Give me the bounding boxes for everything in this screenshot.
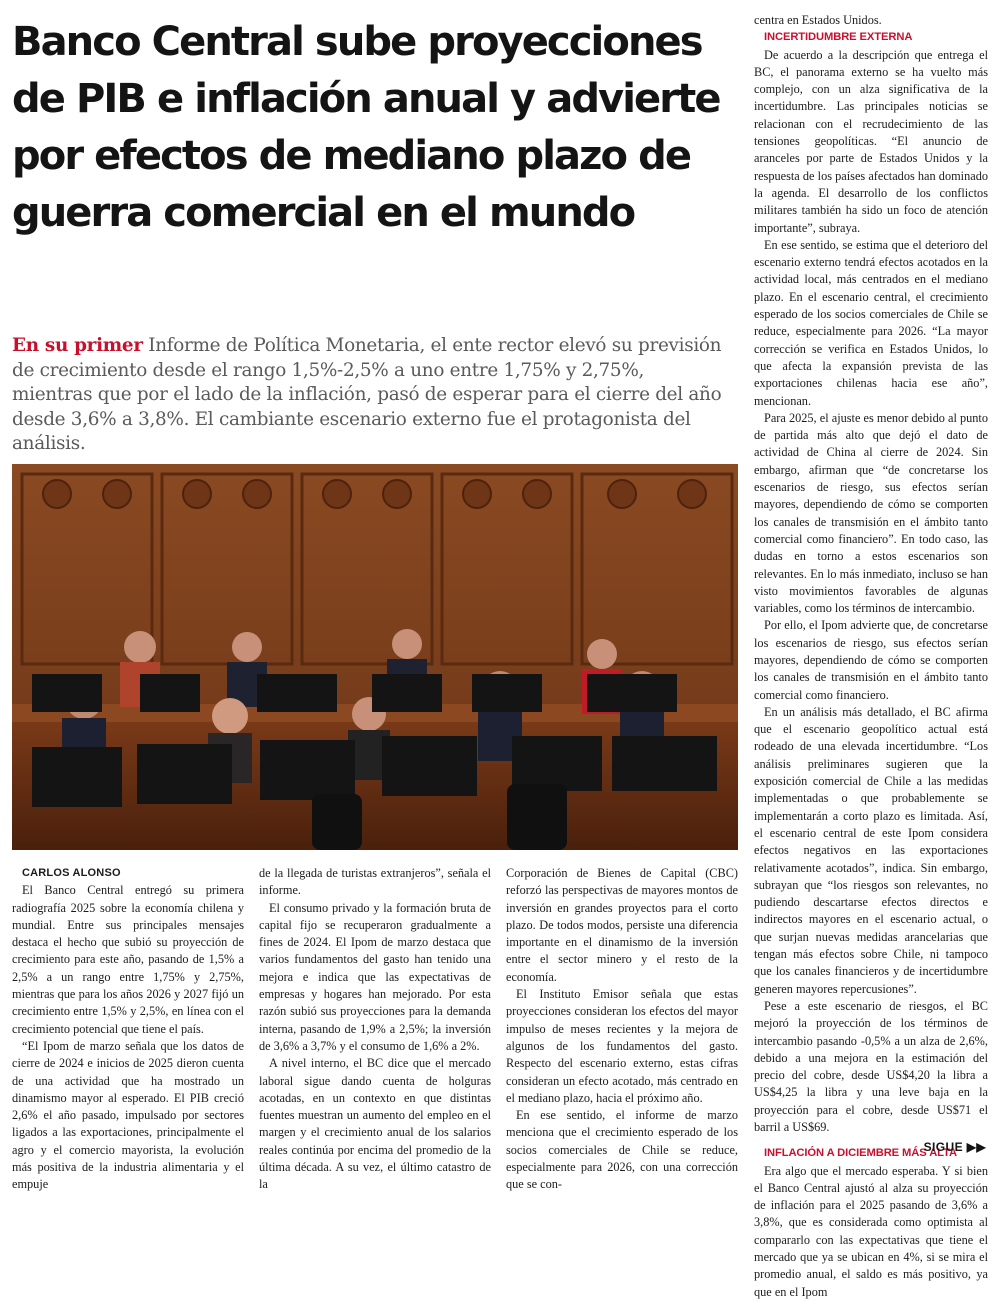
photo-illustration: [12, 464, 738, 850]
paragraph: “El Ipom de marzo señala que los datos de cierre de 2024 e inicios de 2025 dieron cuenta de una actividad que ha mostrado un dinamismo mayor al esperado. El PIB creció 2,6% el año pasado, impulsado por sectores ligados a las exportaciones, principalmente el agro y el comercio mayorista, la evolución más positiva de la industria alimentaria y el empuje: [12, 1038, 244, 1192]
paragraph: El Instituto Emisor señala que estas proyecciones consideran los efectos del mayor impulso de meses recientes y la mejora de algunos de los fundamentos del gasto. Respecto del escenario externo, estas cifras consideran un efecto acotado, más centrado en el mediano plazo, hacia el próximo año.: [506, 987, 738, 1105]
paragraph: A nivel interno, el BC dice que el mercado laboral sigue dando cuenta de holguras acotadas, en un contexto en que distintas fuentes muestran un aumento del empleo en el margen y el crecimiento anual de los salarios reales continúa por encima del promedio de la última década. A su vez, el último catastro de la: [259, 1056, 491, 1192]
paragraph: De acuerdo a la descripción que entrega el BC, el panorama externo se ha vuelto más complejo, con un alza significativa de la incertidumbre. Las principales noticias se relacionan con el recrudecimiento de las tensiones geopolíticas. “El anuncio de aranceles por parte de Estados Unidos y la respuesta de los países afectados han dominado la agenda. El desarrollo de los conflictos militares también ha sido un foco de atención importante”, subraya.: [754, 47, 988, 235]
paragraph: Por ello, el Ipom advierte que, de concretarse los escenarios de riesgo, sus efectos serían mayores, dependiendo de cómo se comporten los canales de transmisión en el ámbito tanto comercial como financiero.: [754, 618, 988, 702]
byline: CARLOS ALONSO: [22, 867, 121, 879]
lede-kicker: En su primer: [12, 335, 143, 356]
paragraph: Pese a este escenario de riesgos, el BC mejoró la proyección de los términos de intercambio pasando -0,5% a un alza de 2,6%, debido a una mejora en la estimación del precio del cobre, desde US$4,20 la libra a US$4,25 la libra y una leve baja en la proyección para el cobre, desde US$71 el barril a US$69.: [754, 998, 988, 1134]
paragraph: de la llegada de turistas extranjeros”, señala el informe.: [259, 866, 491, 898]
column-1: [12, 865, 244, 1194]
column-4: [754, 12, 988, 1301]
paragraph: En un análisis más detallado, el BC afirma que el escenario geopolítico actual está rodeado de una elevada incertidumbre. “Los análisis preliminares sugieren que la exposición comercial de Chile a las medidas implementadas o que probablemente se implementarán a corto plazo es limitada. Así, el escenario central de este Ipom considera efectos negativos en las exportaciones relativamente acotados”, indica. Sin embargo, subrayan que “los riesgos son relevantes, no pudiendo descartarse efectos directos e indirectos mayores en el escenario actual, o que surjan nuevas medidas arancelarias que tengan más efectos sobre Chile, ni tampoco que los canales financieros y de incertidumbre generen mayores repercusiones”.: [754, 704, 988, 996]
headline: Banco Central sube proyecciones de PIB e inflación anual y advierte por efectos de mediano plazo de guerra comercial en el mundo: [12, 19, 720, 236]
lede-text: Informe de Política Monetaria, el ente rector elevó su previsión de crecimiento desde el rango 1,5%-2,5% a uno entre 1,75% y 2,75%, mientras que por el lado de la inflación, pasó de esperar para el cierre del año desde 3,6% a 3,8%. El cambiante escenario externo fue el protagonista del análisis.: [12, 335, 722, 454]
column-2: [259, 865, 491, 1194]
paragraph: Corporación de Bienes de Capital (CBC) reforzó las perspectivas de mayores montos de inversión en grandes proyectos para el corto plazo. De todos modos, persiste una diferencia importante en el dinamismo de la inversión entre el sector minero y el resto de la economía.: [506, 866, 738, 984]
paragraph: centra en Estados Unidos.: [754, 13, 882, 27]
paragraph: En ese sentido, se estima que el deterioro del escenario externo tendrá efectos acotados en la actividad local, más centrados en el mediano plazo. En el escenario central, el crecimiento esperado de los socios comerciales de Chile se reduce, especialmente para 2026. “La mayor corrección se verifica en Estados Unidos, lo que afecta la expansión prevista de las exportaciones chilenas hacia ese año”, mencionan.: [754, 237, 988, 408]
paragraph: Para 2025, el ajuste es menor debido al punto de partida más alto que dejó el dato de actividad de China al cierre de 2024. Sin embargo, afirman que “de concretarse los escenarios de riesgo, sus efectos serían mayores, dependiendo de cómo se comporten los canales de transmisión en el ámbito tanto comercial como financiero”. En todo caso, las dudas en torno a estos escenarios son relevantes. En lo más inmediato, incluso se han visto movimientos favorables de algunas variables, como los términos de intercambio.: [754, 410, 988, 616]
column-3: [506, 865, 738, 1194]
subhead-incertidumbre: INCERTIDUMBRE EXTERNA: [764, 31, 913, 44]
continue-marker: SIGUE ▶▶: [923, 1140, 986, 1154]
lede: [12, 334, 724, 457]
paragraph: En ese sentido, el informe de marzo menciona que el crecimiento esperado de los socios comerciales de Chile se reduce, especialmente para 2026, con una corrección que se con-: [506, 1108, 738, 1192]
paragraph: Era algo que el mercado esperaba. Y si bien el Banco Central ajustó al alza su proyección de inflación para el 2025 pasando de 3,6% a 3,8%, que es considerada como optimista al compararlo con las expectativas que tiene el mercado que ya se ubican en 4%, si se mira el promedio anual, el saldo es más positivo, ya que en el Ipom: [754, 1163, 988, 1299]
article-photo: [12, 464, 738, 850]
paragraph: El consumo privado y la formación bruta de capital fijo se recuperaron gradualmente a fines de 2024. El Ipom de marzo destaca que varios fundamentos del gasto han tenido una mejora e indica que las expectativas de empresas y hogares han mejorado. Por esta razón subió sus proyecciones para la demanda interna, pasando de 1,9% a 2,5%; la inversión de 3,6% a 3,7% y el consumo de 1,6% a 2%.: [259, 900, 491, 1053]
subhead-inflacion: INFLACIÓN A DICIEMBRE MÁS ALTA: [764, 1147, 957, 1160]
paragraph: El Banco Central entregó su primera radiografía 2025 sobre la economía chilena y mundial. Entre sus principales mensajes destaca el hecho que subió su proyección de crecimiento para este año, pasando de 1,5% a 2,5% a un rango entre 1,75% y 2,75%, mientras que para los años 2026 y 2027 fijó un crecimiento entre 1,5% y 2,5%, en línea con el crecimiento potencial que tiene el país.: [12, 883, 244, 1036]
